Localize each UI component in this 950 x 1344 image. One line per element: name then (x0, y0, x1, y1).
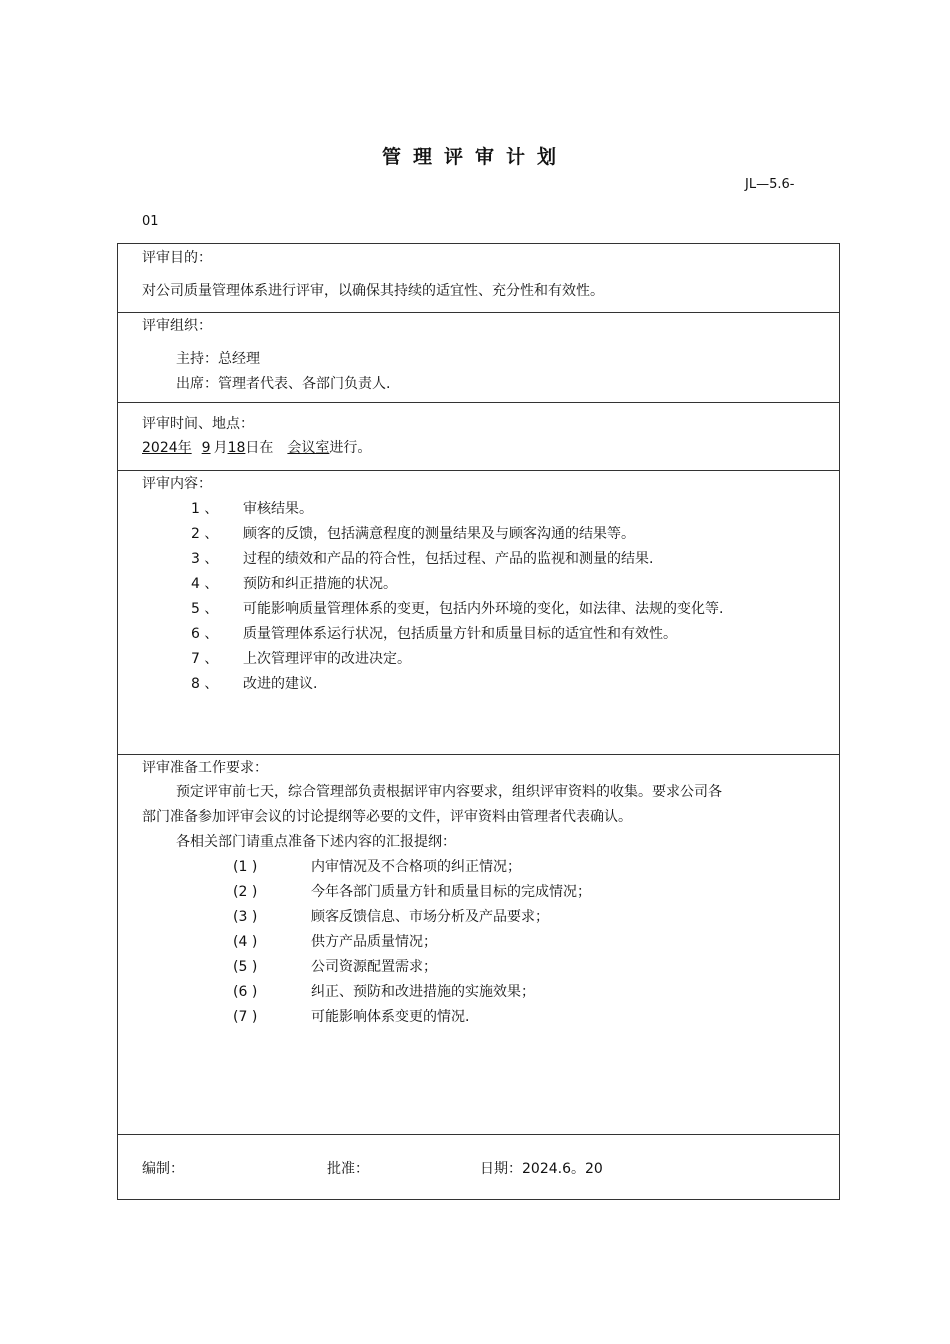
item-number: (5 ) (233, 959, 258, 975)
purpose-section (118, 244, 839, 313)
document-code-suffix: 01 (142, 214, 159, 229)
document-code: JL—5.6- (745, 177, 795, 192)
content-label: 评审内容： (142, 476, 212, 492)
review-plan-form (117, 243, 840, 1200)
approved-by-label: 批准： (327, 1161, 369, 1177)
item-text: 预防和纠正措施的状况。 (243, 576, 397, 592)
item-text: 供方产品质量情况； (311, 934, 437, 950)
item-text: 可能影响体系变更的情况. (311, 1009, 470, 1025)
purpose-label: 评审目的： (142, 250, 212, 266)
list-item (191, 650, 411, 668)
document-title: 管理评审计划 (381, 146, 568, 168)
date-label: 日期： (480, 1161, 522, 1177)
list-item (191, 575, 397, 593)
item-text: 内审情况及不合格项的纠正情况； (311, 859, 521, 875)
item-number: 5 、 (191, 601, 219, 617)
list-item (233, 958, 437, 976)
list-item (233, 883, 591, 901)
list-item (233, 858, 521, 876)
day-value: 18 (227, 440, 246, 456)
preparation-para-line2: 部门准备参加评审会议的讨论提纲等必要的文件，评审资料由管理者代表确认。 (142, 809, 632, 825)
year-value: 2024年 (142, 440, 192, 456)
preparation-para-line1: 预定评审前七天，综合管理部负责根据评审内容要求，组织评审资料的收集。要求公司各 (176, 784, 722, 800)
item-number: 3 、 (191, 551, 219, 567)
list-item (191, 600, 723, 618)
prepared-by-label: 编制： (142, 1161, 184, 1177)
item-number: (4 ) (233, 934, 258, 950)
item-number: 6 、 (191, 626, 219, 642)
item-number: 7 、 (191, 651, 219, 667)
item-text: 今年各部门质量方针和质量目标的完成情况； (311, 884, 591, 900)
time-place-text (142, 439, 371, 457)
item-number: 1 、 (191, 501, 219, 517)
item-number: (1 ) (233, 859, 258, 875)
time-place-section (118, 403, 839, 471)
item-number: 4 、 (191, 576, 219, 592)
item-number: (7 ) (233, 1009, 258, 1025)
day-unit: 日在 (245, 440, 274, 456)
list-item (191, 500, 313, 518)
place-value: 会议室 (287, 440, 330, 456)
organization-section (118, 313, 839, 403)
time-place-label: 评审时间、地点： (142, 416, 254, 432)
content-section (118, 471, 839, 755)
date-value: 2024.6。20 (522, 1161, 603, 1177)
item-number: 8 、 (191, 676, 219, 692)
item-text: 顾客的反馈，包括满意程度的测量结果及与顾客沟通的结果等。 (243, 526, 635, 542)
purpose-text: 对公司质量管理体系进行评审，以确保其持续的适宜性、充分性和有效性。 (142, 283, 604, 299)
time-place-suffix: 进行。 (329, 440, 372, 456)
date-field (480, 1160, 603, 1178)
item-text: 改进的建议. (243, 676, 318, 692)
list-item (233, 933, 437, 951)
item-text: 上次管理评审的改进决定。 (243, 651, 411, 667)
preparation-section (118, 755, 839, 1135)
preparation-para2: 各相关部门请重点准备下述内容的汇报提纲： (176, 834, 456, 850)
item-text: 审核结果。 (243, 501, 313, 517)
list-item (191, 525, 635, 543)
item-text: 可能影响质量管理体系的变更，包括内外环境的变化，如法律、法规的变化等. (243, 601, 724, 617)
organization-label: 评审组织： (142, 318, 212, 334)
item-text: 质量管理体系运行状况，包括质量方针和质量目标的适宜性和有效性。 (243, 626, 677, 642)
month-value: 9 (201, 440, 211, 456)
item-number: (2 ) (233, 884, 258, 900)
item-number: (6 ) (233, 984, 258, 1000)
list-item (233, 1008, 469, 1026)
item-number: 2 、 (191, 526, 219, 542)
list-item (191, 675, 317, 693)
item-number: (3 ) (233, 909, 258, 925)
item-text: 过程的绩效和产品的符合性，包括过程、产品的监视和测量的结果. (243, 551, 654, 567)
month-unit: 月 (213, 440, 228, 456)
list-item (233, 908, 549, 926)
item-text: 公司资源配置需求； (311, 959, 437, 975)
host-text: 主持：总经理 (176, 351, 260, 367)
attendees-text: 出席：管理者代表、各部门负责人. (176, 376, 391, 392)
item-text: 顾客反馈信息、市场分析及产品要求； (311, 909, 549, 925)
list-item (191, 625, 677, 643)
item-text: 纠正、预防和改进措施的实施效果； (311, 984, 535, 1000)
list-item (191, 550, 653, 568)
list-item (233, 983, 535, 1001)
preparation-label: 评审准备工作要求： (142, 760, 268, 776)
signature-section (118, 1135, 839, 1199)
